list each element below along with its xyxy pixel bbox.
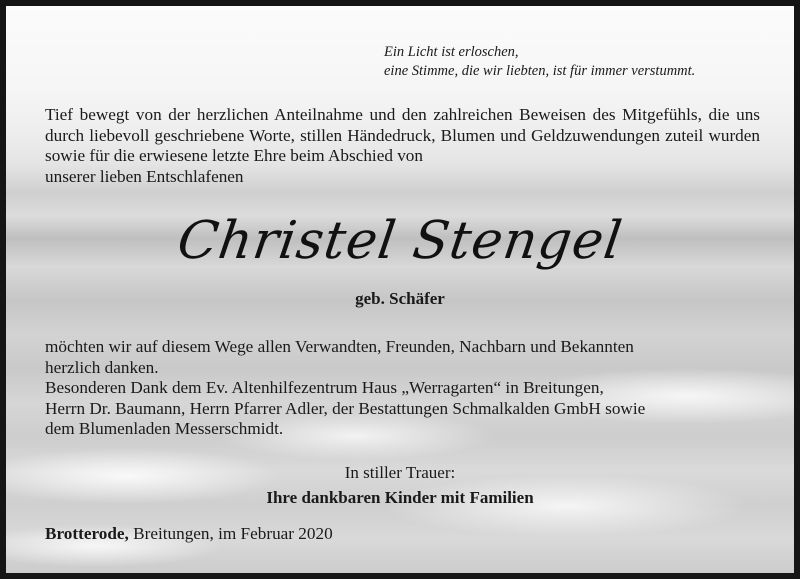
thanks-line-5: dem Blumenladen Messerschmidt. xyxy=(45,419,284,439)
thanks-line-1: möchten wir auf diesem Wege allen Verwandten, Freunden, Nachbarn und Bekannten xyxy=(45,337,634,356)
place-town: Brotterode, xyxy=(45,524,129,543)
place-and-date xyxy=(45,524,333,544)
thanks-paragraph xyxy=(45,337,760,440)
intro-last-line: unserer lieben Entschlafenen xyxy=(45,166,244,186)
mourners-signature: Ihre dankbaren Kinder mit Familien xyxy=(266,488,534,507)
intro-paragraph xyxy=(45,105,760,187)
maiden-name: geb. Schäfer xyxy=(355,289,445,308)
motto-line-2: eine Stimme, die wir liebten, ist für immer verstummt. xyxy=(384,63,696,79)
thanks-line-3: Besonderen Dank dem Ev. Altenhilfezentrum Haus „Werragarten“ in Breitungen, xyxy=(45,378,604,398)
mourning-heading: In stiller Trauer: xyxy=(344,463,456,482)
motto-quote xyxy=(384,43,695,81)
motto-line-1: Ein Licht ist erloschen, xyxy=(384,44,519,60)
thanks-line-4: Herrn Dr. Baumann, Herrn Pfarrer Adler, der Bestattungen Schmalkalden GmbH sowie xyxy=(45,398,646,418)
mourners-block xyxy=(6,460,794,510)
intro-text: Tief bewegt von der herzlichen Anteilnahme und den zahlreichen Beweisen des Mitgefühls, die uns durch liebevoll geschriebene Worte, stillen Händedruck, Blumen und Geldzuwendungen zuteil wurden sowie für die erwiesene letzte Ehre beim Abschied von xyxy=(45,105,760,166)
deceased-name: Christel Stengel xyxy=(173,211,627,271)
place-date: Breitungen, im Februar 2020 xyxy=(128,524,333,543)
thanks-line-2: herzlich danken. xyxy=(45,357,159,377)
